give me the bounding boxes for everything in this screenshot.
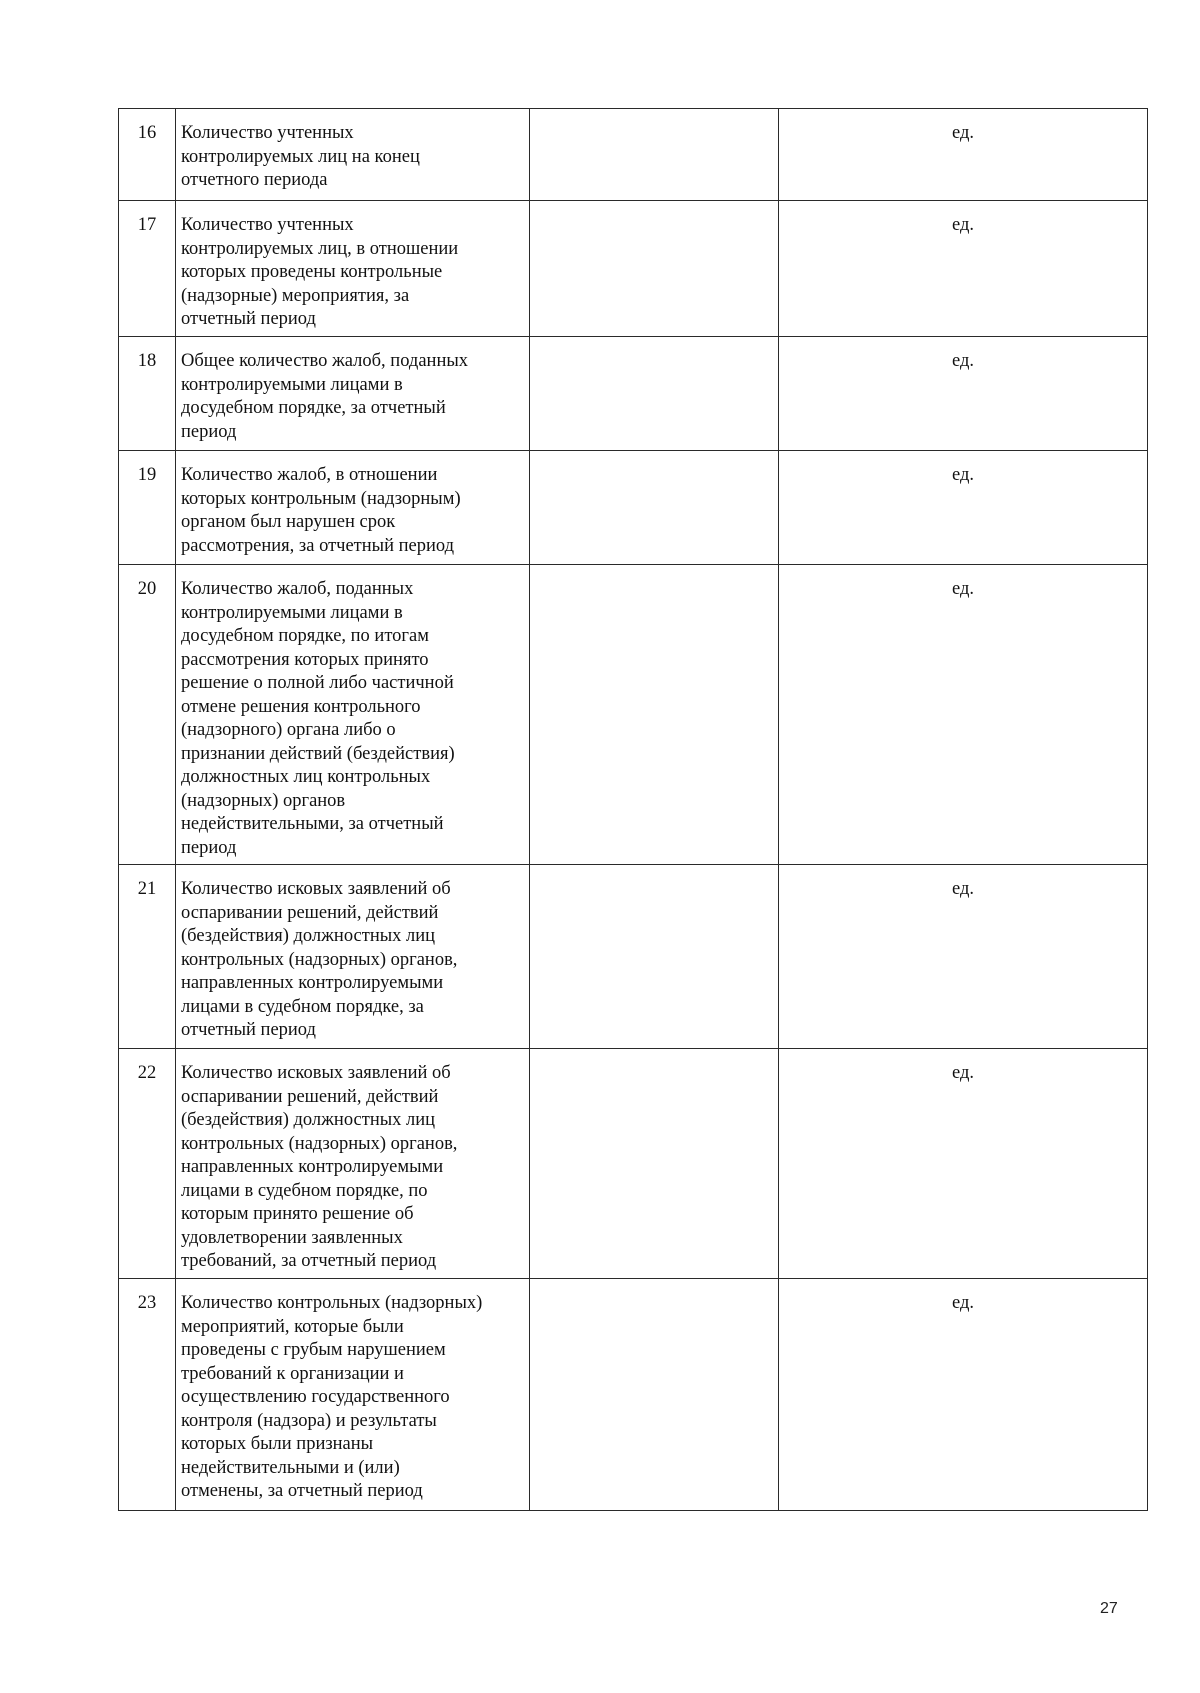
row-number: 16 bbox=[119, 109, 176, 201]
row-unit: ед. bbox=[779, 109, 1148, 201]
row-unit: ед. bbox=[779, 1049, 1148, 1279]
row-number: 17 bbox=[119, 201, 176, 337]
row-value bbox=[530, 865, 779, 1049]
row-unit: ед. bbox=[779, 865, 1148, 1049]
table-row bbox=[119, 1279, 1148, 1511]
row-description: Количество контрольных (надзорных) мероприятий, которые были проведены с грубым нарушением требований к организации и осуществлению государственного контроля (надзора) и результаты которых были признаны недействительными и (или) отменены, за отчетный период bbox=[176, 1279, 530, 1511]
row-number: 18 bbox=[119, 337, 176, 451]
row-description: Количество учтенных контролируемых лиц, в отношении которых проведены контрольные (надзорные) мероприятия, за отчетный период bbox=[176, 201, 530, 337]
row-value bbox=[530, 337, 779, 451]
table-row bbox=[119, 109, 1148, 201]
row-number: 19 bbox=[119, 451, 176, 565]
row-description: Общее количество жалоб, поданных контролируемыми лицами в досудебном порядке, за отчетный период bbox=[176, 337, 530, 451]
row-description: Количество учтенных контролируемых лиц на конец отчетного периода bbox=[176, 109, 530, 201]
row-unit: ед. bbox=[779, 201, 1148, 337]
row-description: Количество жалоб, в отношении которых контрольным (надзорным) органом был нарушен срок рассмотрения, за отчетный период bbox=[176, 451, 530, 565]
row-description: Количество жалоб, поданных контролируемыми лицами в досудебном порядке, по итогам рассмотрения которых принято решение о полной либо частичной отмене решения контрольного (надзорного) органа либо о признании действий (бездействия) должностных лиц контрольных (надзорных) органов недействительными, за отчетный период bbox=[176, 565, 530, 865]
row-number: 23 bbox=[119, 1279, 176, 1511]
table-row bbox=[119, 1049, 1148, 1279]
row-value bbox=[530, 1279, 779, 1511]
table-row bbox=[119, 337, 1148, 451]
row-unit: ед. bbox=[779, 1279, 1148, 1511]
table-row bbox=[119, 565, 1148, 865]
page-number: 27 bbox=[1100, 1600, 1118, 1617]
row-unit: ед. bbox=[779, 565, 1148, 865]
row-unit: ед. bbox=[779, 451, 1148, 565]
row-description: Количество исковых заявлений об оспаривании решений, действий (бездействия) должностных лиц контрольных (надзорных) органов, направленных контролируемыми лицами в судебном порядке, за отчетный период bbox=[176, 865, 530, 1049]
row-unit: ед. bbox=[779, 337, 1148, 451]
row-number: 22 bbox=[119, 1049, 176, 1279]
table-row bbox=[119, 865, 1148, 1049]
row-value bbox=[530, 201, 779, 337]
table-row bbox=[119, 201, 1148, 337]
row-value bbox=[530, 565, 779, 865]
row-number: 20 bbox=[119, 565, 176, 865]
row-value bbox=[530, 1049, 779, 1279]
row-description: Количество исковых заявлений об оспаривании решений, действий (бездействия) должностных лиц контрольных (надзорных) органов, направленных контролируемыми лицами в судебном порядке, по которым принято решение об удовлетворении заявленных требований, за отчетный период bbox=[176, 1049, 530, 1279]
table-row bbox=[119, 451, 1148, 565]
indicators-table bbox=[118, 108, 1148, 1511]
row-value bbox=[530, 451, 779, 565]
row-number: 21 bbox=[119, 865, 176, 1049]
row-value bbox=[530, 109, 779, 201]
